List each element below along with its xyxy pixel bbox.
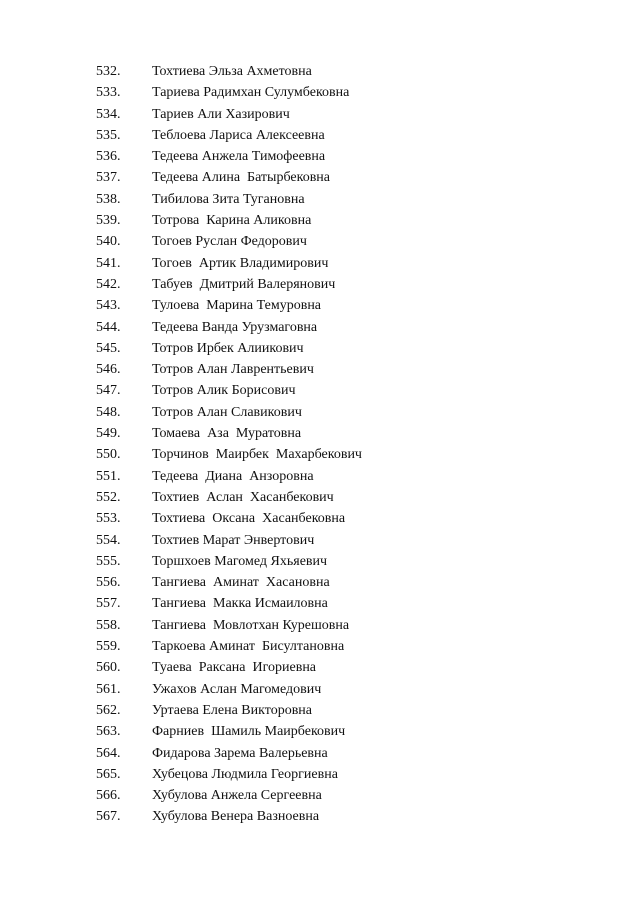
list-item (0, 359, 640, 380)
person-name: Тулоева Марина Темуровна (152, 298, 322, 314)
list-item (0, 253, 640, 274)
item-number: 536. (96, 149, 121, 165)
list-item (0, 274, 640, 295)
item-number: 550. (96, 447, 121, 463)
person-name: Хубулова Анжела Сергеевна (152, 788, 322, 804)
list-item (0, 380, 640, 401)
person-name: Тохтиев Аслан Хасанбекович (152, 489, 334, 505)
person-name: Тедеева Анжела Тимофеевна (152, 149, 326, 165)
item-number: 532. (96, 64, 121, 79)
person-name: Торшхоев Магомед Яхьяевич (152, 553, 328, 569)
person-name: Тедеева Алина Батырбековна (152, 170, 331, 186)
list-item (0, 615, 640, 636)
list-item (0, 593, 640, 614)
item-number: 535. (96, 127, 121, 143)
list-item (0, 679, 640, 700)
item-number: 533. (96, 85, 121, 101)
item-number: 559. (96, 639, 121, 655)
list-item (0, 338, 640, 359)
item-number: 534. (96, 106, 121, 122)
item-number: 549. (96, 426, 121, 442)
item-number: 544. (96, 319, 121, 335)
person-name: Таркоева Аминат Бисултановна (152, 639, 345, 655)
item-number: 552. (96, 489, 121, 505)
list-item (0, 444, 640, 465)
person-name: Тотров Ирбек Алиикович (152, 340, 304, 356)
person-name: Тибилова Зита Тугановна (152, 191, 305, 207)
list-item (0, 167, 640, 188)
person-name: Тотров Алан Лаврентьевич (152, 362, 314, 378)
list-item (0, 700, 640, 721)
item-number: 553. (96, 511, 121, 527)
list-item (0, 508, 640, 529)
item-number: 537. (96, 170, 121, 186)
item-number: 557. (96, 596, 121, 612)
list-item (0, 466, 640, 487)
list-item (0, 764, 640, 785)
list-item (0, 806, 640, 827)
item-number: 565. (96, 766, 121, 782)
item-number: 566. (96, 788, 121, 804)
item-number: 547. (96, 383, 121, 399)
item-number: 546. (96, 362, 121, 378)
list-item (0, 210, 640, 231)
item-number: 563. (96, 724, 121, 740)
person-name: Тохтиев Марат Энвертович (152, 532, 315, 548)
person-name: Томаева Аза Муратовна (152, 426, 302, 442)
list-item (0, 104, 640, 125)
list-item (0, 743, 640, 764)
item-number: 567. (96, 809, 121, 825)
person-name: Тангиева Аминат Хасановна (152, 575, 330, 591)
list-item (0, 189, 640, 210)
list-item (0, 572, 640, 593)
person-name: Табуев Дмитрий Валерянович (152, 276, 336, 292)
person-name: Уртаева Елена Викторовна (152, 702, 313, 718)
item-number: 554. (96, 532, 121, 548)
person-name: Тангиева Мовлотхан Курешовна (152, 617, 350, 633)
person-name: Тариев Али Хазирович (152, 106, 290, 122)
list-item (0, 317, 640, 338)
list-item (0, 402, 640, 423)
person-name: Тогоев Руслан Федорович (152, 234, 307, 250)
person-name: Тохтиева Оксана Хасанбековна (152, 511, 346, 527)
person-name: Фарниев Шамиль Маирбекович (152, 724, 346, 740)
item-number: 541. (96, 255, 121, 271)
list-item (0, 231, 640, 252)
list-item (0, 125, 640, 146)
person-name: Тогоев Артик Владимирович (152, 255, 329, 271)
person-name: Тохтиева Эльза Ахметовна (152, 64, 312, 79)
list-item (0, 785, 640, 806)
person-name: Тедеева Ванда Урузмаговна (152, 319, 318, 335)
list-item (0, 551, 640, 572)
person-name: Тотров Алик Борисович (152, 383, 296, 399)
list-item (0, 423, 640, 444)
item-number: 561. (96, 681, 121, 697)
person-name: Тедеева Диана Анзоровна (152, 468, 314, 484)
person-name: Теблоева Лариса Алексеевна (152, 127, 325, 143)
list-item (0, 487, 640, 508)
item-number: 543. (96, 298, 121, 314)
item-number: 562. (96, 702, 121, 718)
person-name: Ужахов Аслан Магомедович (152, 681, 322, 697)
list-item (0, 61, 640, 82)
list-item (0, 657, 640, 678)
list-item (0, 82, 640, 103)
person-name: Тотрова Карина Аликовна (152, 213, 312, 229)
person-name: Тангиева Макка Исмаиловна (152, 596, 328, 612)
person-name: Тотров Алан Славикович (152, 404, 302, 420)
person-name: Хубецова Людмила Георгиевна (152, 766, 338, 782)
item-number: 538. (96, 191, 121, 207)
person-name: Хубулова Венера Вазноевна (152, 809, 320, 825)
item-number: 548. (96, 404, 121, 420)
item-number: 540. (96, 234, 121, 250)
list-item (0, 636, 640, 657)
list-item (0, 146, 640, 167)
person-name: Туаева Раксана Игориевна (152, 660, 317, 676)
item-number: 564. (96, 745, 121, 761)
list-item (0, 721, 640, 742)
item-number: 558. (96, 617, 121, 633)
item-number: 539. (96, 213, 121, 229)
person-name: Фидарова Зарема Валерьевна (152, 745, 328, 761)
list-item (0, 530, 640, 551)
person-name: Торчинов Маирбек Махарбекович (152, 447, 362, 463)
item-number: 556. (96, 575, 121, 591)
item-number: 542. (96, 276, 121, 292)
name-list (0, 61, 640, 828)
list-item (0, 295, 640, 316)
item-number: 551. (96, 468, 121, 484)
person-name: Тариева Радимхан Сулумбековна (152, 85, 350, 101)
item-number: 545. (96, 340, 121, 356)
item-number: 555. (96, 553, 121, 569)
item-number: 560. (96, 660, 121, 676)
